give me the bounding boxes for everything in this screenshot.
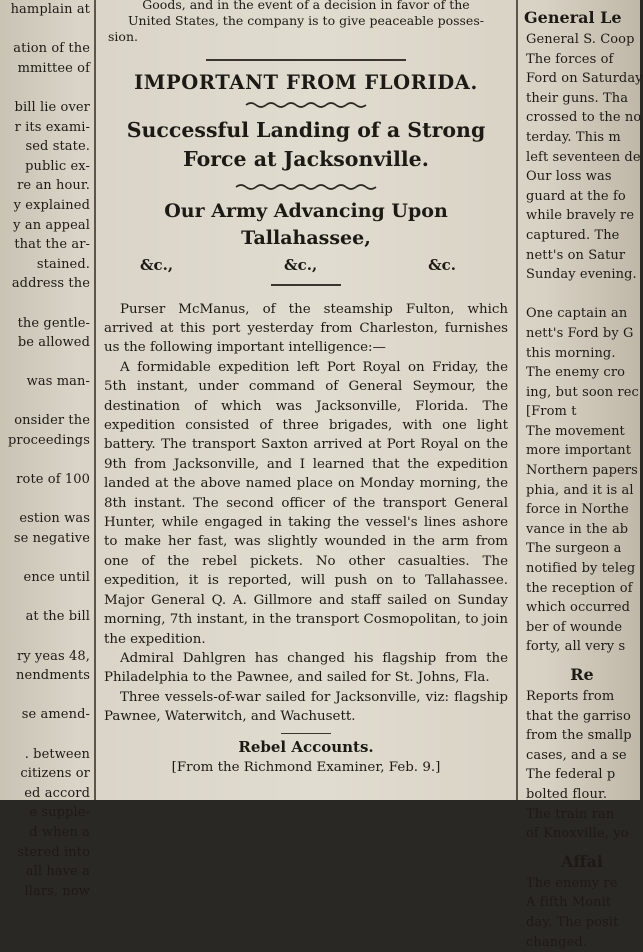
column-text-line: phia, and it is al — [526, 482, 634, 498]
column-text-line: mmittee of — [17, 60, 90, 76]
etc-line — [100, 256, 512, 274]
column-text-line: The enemy cro — [526, 365, 626, 381]
column-text-line: proceedings — [8, 433, 90, 449]
column-text-line: r its exami- — [14, 119, 90, 135]
column-text-line: nendments — [16, 668, 90, 684]
intro-line: United States, the company is to give peaceable posses- — [128, 13, 484, 28]
article-body — [104, 300, 508, 727]
right-heading: Re — [570, 665, 594, 684]
column-rule-left — [94, 0, 96, 800]
sub-heading-rebel-accounts: Rebel Accounts. — [238, 737, 374, 756]
article-paragraph: A formidable expedition left Port Royal on Friday, the 5th instant, under command of General Seymour, the destination of which was Jacksonville, Florida. The expedition consisted of three brigades, with one light battery. The transport Saxton arrived at Port Royal on the 9th from Jacksonville, and I learned that the expedition landed at the above named place on Monday morning, the 8th instant. The second officer of the transport General Hunter, while engaged in taking the vessel's lines ashore to make her fast, was slightly wounded in the arm from one of the rebel pickets. No other casualties. The expedition, it is reported, will push on to Tallahassee. Major General Q. A. Gillmore and staff sailed on Sunday morning, 7th instant, in the transport Cosmopolitan, to join the expedition. — [104, 359, 508, 647]
column-text-line: nett's on Satur — [526, 247, 626, 263]
column-text-line: The train ran — [526, 806, 615, 822]
right-heading: General Le — [524, 8, 622, 27]
column-text-line: which occurred — [526, 600, 631, 616]
column-text-line — [0, 392, 90, 412]
column-text-line: [From t — [526, 404, 577, 420]
column-text-line: nett's Ford by G — [526, 325, 634, 341]
column-text-line: Ford on Saturday — [526, 71, 643, 87]
column-text-line: rote of 100 — [16, 472, 90, 488]
column-text-line: ing, but soon rec — [526, 384, 639, 400]
column-text-line: the gentle- — [17, 315, 90, 331]
right-text-block — [522, 687, 640, 844]
column-text-line — [0, 451, 90, 471]
column-text-line: public ex- — [25, 158, 90, 174]
column-text-line: General S. Coop — [526, 32, 635, 47]
column-text-line: this morning. — [526, 345, 616, 361]
column-text-line: forty, all very s — [526, 639, 626, 655]
right-text-block — [522, 30, 643, 657]
column-text-line: The movement — [526, 423, 625, 439]
etc-mark: &c., — [284, 256, 318, 274]
column-text-line: onsider the — [14, 413, 90, 429]
column-text-line: terday. This m — [526, 129, 621, 145]
etc-mark: &c., — [140, 256, 174, 274]
column-text-line: The federal p — [526, 767, 616, 783]
column-text-line: Our loss was — [526, 169, 612, 185]
column-text-line — [0, 588, 90, 608]
column-text-line: bill lie over — [14, 99, 90, 115]
column-text-line: y explained — [13, 197, 90, 213]
column-text-line: while bravely re — [526, 208, 635, 224]
column-text-line: Reports from — [526, 689, 615, 704]
column-text-line: that the ar- — [14, 237, 90, 253]
column-text-line: that the garriso — [526, 708, 631, 724]
column-text-line — [0, 353, 90, 373]
right-heading: Affai — [561, 851, 603, 871]
column-text-line: bolted flour. — [526, 786, 608, 802]
column-text-line: One captain an — [526, 306, 628, 322]
column-text-line: Sunday evening. — [526, 267, 637, 283]
column-text-line — [0, 20, 90, 40]
column-text-line: all have a — [25, 864, 90, 880]
divider-rule — [271, 284, 341, 286]
column-text-line: stered into — [17, 844, 90, 860]
column-text-line — [0, 627, 90, 647]
article-paragraph: Admiral Dahlgren has changed his flagship from the Philadelphia to the Pawnee, and sailed for St. Johns, Fla. — [104, 650, 508, 686]
column-text-line: vance in the ab — [526, 521, 629, 537]
column-text-line — [0, 725, 90, 745]
column-text-line: cases, and a se — [526, 747, 627, 763]
column-text-line: force in Northe — [526, 502, 629, 518]
divider-rule — [281, 733, 331, 734]
intro-line: Goods, and in the event of a decision in favor of the — [142, 0, 470, 12]
column-text-line: ed accord — [24, 785, 90, 801]
column-text-line: stained. — [36, 256, 90, 272]
column-text-line: d when a — [29, 824, 90, 840]
headline-important-from-florida: IMPORTANT FROM FLORIDA. — [134, 71, 478, 94]
column-text-line: y an appeal — [13, 217, 90, 233]
wavy-divider — [246, 100, 366, 110]
column-text-line: The enemy re — [526, 875, 618, 891]
column-text-line: . between — [24, 746, 90, 762]
headline-army-advancing: Our Army Advancing Upon Tallahassee, — [164, 200, 448, 249]
column-text-line: at the bill — [25, 609, 90, 625]
column-text-line: be allowed — [17, 335, 90, 351]
column-text-line: the reception of — [526, 580, 633, 596]
article-paragraph: Three vessels-of-war sailed for Jacksonville, viz: flagship Pawnee, Waterwitch, and Wachusett. — [104, 689, 508, 725]
column-text-line: The forces of — [526, 51, 614, 67]
etc-mark: &c. — [428, 256, 456, 274]
left-column — [0, 0, 90, 899]
dateline: [From the Richmond Examiner, Feb. 9.] — [171, 759, 441, 775]
column-text-line: citizens or — [20, 766, 90, 782]
column-text-line — [0, 549, 90, 569]
column-text-line: more important — [526, 443, 632, 459]
right-column — [522, 0, 643, 950]
column-text-line: Northern papers — [526, 463, 638, 479]
column-text-line: se negative — [13, 531, 90, 547]
column-text-line: hamplain at — [10, 2, 90, 17]
column-text-line: was man- — [26, 374, 90, 390]
intro-text — [100, 0, 512, 45]
column-text-line: their guns. Tha — [526, 90, 629, 106]
column-text-line — [0, 686, 90, 706]
column-text-line — [0, 490, 90, 510]
column-text-line: ry yeas 48, — [16, 648, 90, 664]
column-text-line: captured. The — [526, 227, 620, 243]
column-text-line: re an hour. — [17, 178, 90, 194]
column-text-line: guard at the fo — [526, 188, 626, 204]
column-text-line: ber of wounde — [526, 619, 623, 635]
column-text-line: e supple- — [29, 805, 90, 821]
column-text-line: ation of the — [13, 41, 90, 57]
column-text-line: crossed to the no — [526, 110, 642, 126]
center-column — [100, 0, 512, 800]
column-rule-right — [516, 0, 518, 800]
column-text-line: notified by teleg — [526, 561, 636, 577]
column-text-line — [526, 285, 640, 305]
column-text-line: ence until — [23, 570, 90, 586]
column-text-line: se amend- — [21, 707, 90, 723]
column-text-line: The surgeon a — [526, 541, 622, 557]
wavy-divider — [236, 182, 376, 192]
column-text-line: estion was — [19, 511, 90, 527]
column-text-line: changed. — [526, 934, 588, 950]
column-text-line: A fifth Monit — [526, 895, 612, 911]
column-text-line: of Knoxville, yo — [526, 826, 629, 842]
column-text-line: from the smallp — [526, 728, 632, 744]
column-text-line: address the — [11, 276, 90, 292]
article-paragraph: Purser McManus, of the steamship Fulton, which arrived at this port yesterday from Charleston, furnishes us the following important intelligence:— — [104, 301, 508, 356]
column-text-line — [0, 78, 90, 98]
column-text-line: left seventeen de — [526, 149, 641, 165]
column-text-line: llars, now — [24, 883, 90, 899]
divider-rule — [206, 59, 406, 61]
right-text-block — [522, 874, 640, 952]
intro-line: sion. — [108, 29, 138, 44]
column-text-line — [0, 294, 90, 314]
headline-successful-landing: Successful Landing of a Strong Force at Jacksonville. — [126, 118, 486, 171]
column-text-line: day. The posit — [526, 914, 619, 930]
column-text-line: sed state. — [25, 139, 90, 155]
